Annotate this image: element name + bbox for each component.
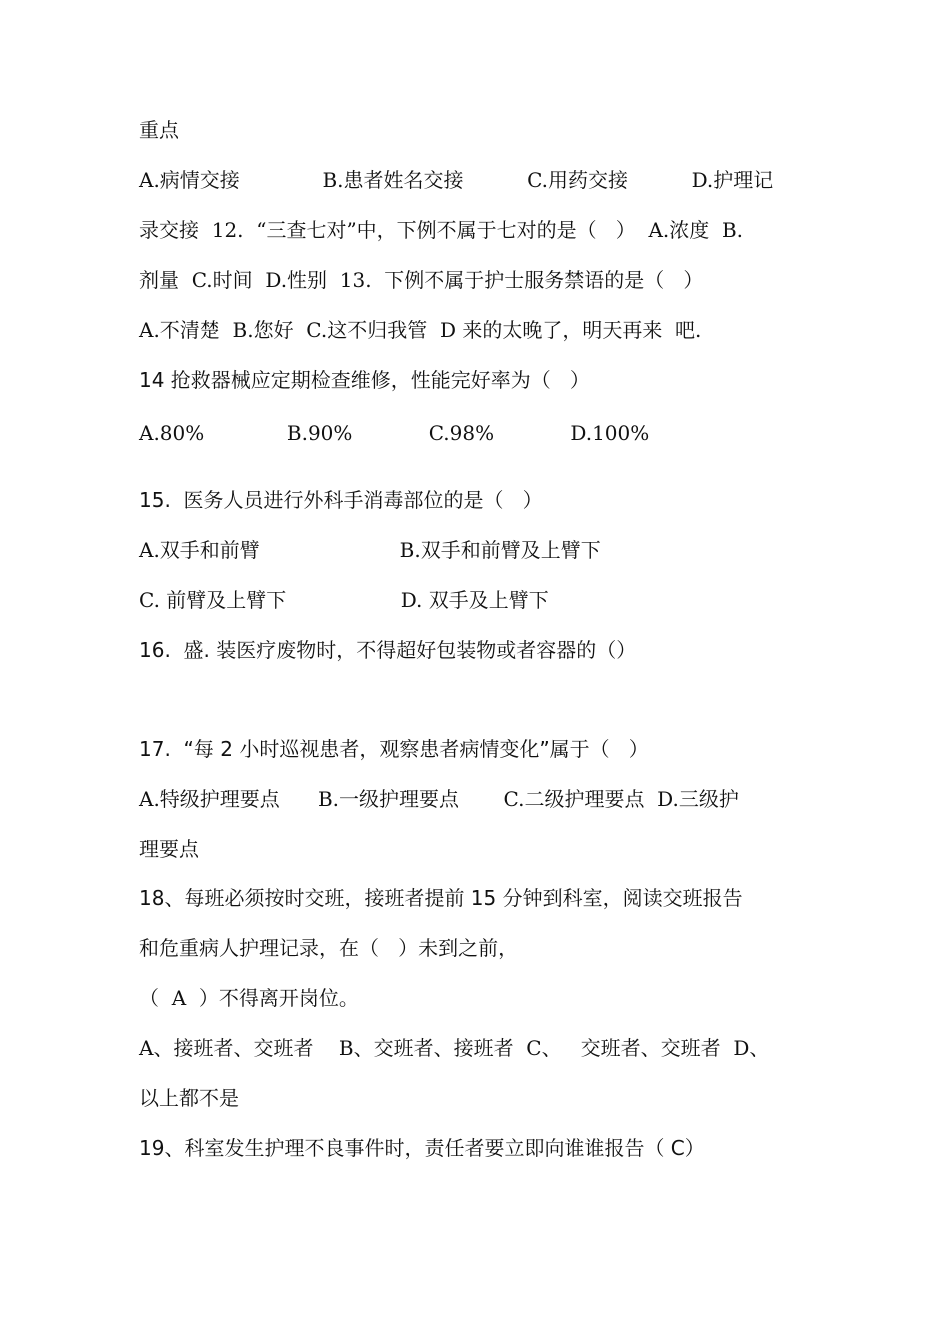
text-line-11: 16. 盛. 装医疗废物时，不得超好包装物或者容器的（） xyxy=(139,638,637,662)
text-line-5: A.不清楚 B.您好 C.这不归我管 D 来的太晚了，明天再来 吧. xyxy=(139,318,702,342)
text-line-3: 录交接 12. “三查七对”中，下例不属于七对的是（ ） A.浓度 B. xyxy=(139,218,744,242)
text-line-18: A、接班者、交班者 B、交班者、接班者 C、 交班者、交班者 D、 xyxy=(139,1036,770,1060)
text-line-15: 18、每班必须按时交班，接班者提前 15 分钟到科室，阅读交班报告 xyxy=(139,886,743,910)
text-line-20: 19、科室发生护理不良事件时，责任者要立即向谁谁报告（ C） xyxy=(139,1136,705,1160)
text-line-7: A.80% B.90% C.98% D.100% xyxy=(139,421,650,445)
text-line-19: 以上都不是 xyxy=(139,1086,239,1110)
text-line-12: 17. “每 2 小时巡视患者，观察患者病情变化”属于（ ） xyxy=(139,737,649,761)
text-line-2: A.病情交接 B.患者姓名交接 C.用药交接 D.护理记 xyxy=(139,168,774,192)
text-line-13: A.特级护理要点 B.一级护理要点 C.二级护理要点 D.三级护 xyxy=(139,787,739,811)
text-line-4: 剂量 C.时间 D.性别 13. 下例不属于护士服务禁语的是（ ） xyxy=(139,268,704,292)
text-line-9: A.双手和前臂 B.双手和前臂及上臂下 xyxy=(139,538,601,562)
text-line-1: 重点 xyxy=(139,118,179,142)
text-line-17: （ A ）不得离开岗位。 xyxy=(139,986,359,1010)
text-line-6: 14 抢救器械应定期检查维修，性能完好率为（ ） xyxy=(139,368,590,392)
text-line-8: 15. 医务人员进行外科手消毒部位的是（ ） xyxy=(139,488,543,512)
text-line-14: 理要点 xyxy=(139,837,199,861)
text-line-16: 和危重病人护理记录，在（ ）未到之前， xyxy=(139,936,519,960)
text-line-10: C. 前臂及上臂下 D. 双手及上臂下 xyxy=(139,588,549,612)
